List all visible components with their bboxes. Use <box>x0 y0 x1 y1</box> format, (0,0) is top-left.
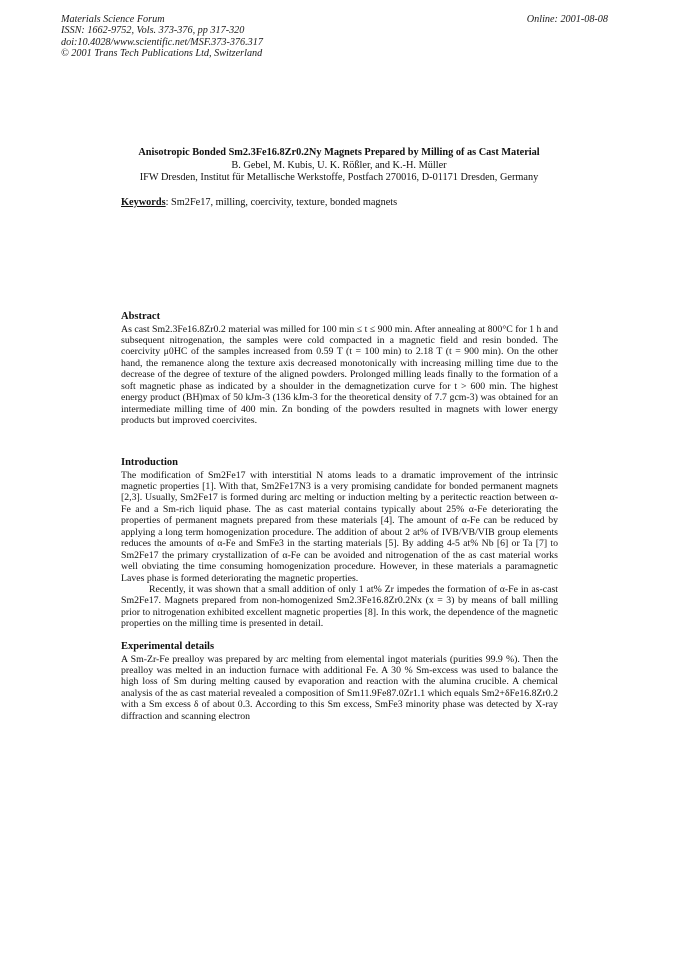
journal-name: Materials Science Forum <box>61 14 165 25</box>
keywords-text: : Sm2Fe17, milling, coercivity, texture, bonded magnets <box>165 197 398 208</box>
copyright-line: © 2001 Trans Tech Publications Ltd, Switzerland <box>61 47 263 59</box>
abstract-heading: Abstract <box>121 311 161 322</box>
introduction-section <box>121 457 558 630</box>
introduction-paragraph-1: The modification of Sm2Fe17 with interstitial N atoms leads to a dramatic improvement of the intrinsic magnetic properties [1]. With that, Sm2Fe17N3 is a very promising candidate for bonded permanent magnets [2,3]. Usually, Sm2Fe17 is formed during arc melting or induction melting by a peritectic reaction between α-Fe and a Sm-rich liquid phase. The as cast material contains typically about 25% α-Fe deteriorating the properties of permanent magnets prepared from these materials [4]. The amount of α-Fe can be reduced by applying a long term homogenization procedure. The addition of about 2 at% of IVB/VB/VIB group elements reduces the amounts of α-Fe and SmFe3 in the starting materials [5]. By adding 4-5 at% Nb [6] or Ta [7] to Sm2Fe17 the primary crystallization of α-Fe can be avoided and nitrogenation of the as cast material works well obviating the time consuming homogenization procedure. However, in these materials a paramagnetic Laves phase is formed deteriorating the magnetic properties. <box>121 469 558 584</box>
keywords-label: Keywords <box>121 197 166 208</box>
title-block <box>60 147 618 185</box>
journal-header <box>61 14 263 59</box>
authors: B. Gebel, M. Kubis, U. K. Rößler, and K.-H. Müller <box>231 159 447 171</box>
online-date: Online: 2001-08-08 <box>526 14 608 25</box>
experimental-section <box>121 641 558 722</box>
doi-link[interactable]: doi:10.4028/www.scientific.net/MSF.373-376.317 <box>61 36 263 48</box>
keywords <box>121 197 397 208</box>
abstract-text: As cast Sm2.3Fe16.8Zr0.2 material was milled for 100 min ≤ t ≤ 900 min. After annealing at 800°C for 1 h and subsequent nitrogenation, the samples were cold compacted in a magnetic field and resin bonded. The coercivity μ0HC of the samples increased from 0.59 T (t = 100 min) to 2.18 T (t = 900 min). On the other hand, the remanence along the texture axis decreased monotonically with increasing milling time due to the decrease of the degree of texture of the aligned powders. Prolonged milling leads finally to the formation of a soft magnetic phase as indicated by a shoulder in the demagnetization curve for t > 600 min. The highest energy product (BH)max of 50 kJm-3 (136 kJm-3 for the theoretical density of 7.7 gcm-3) was obtained for an intermediate milling time of 400 min. Zn bonding of the powders resulted in magnets with lower energy products but improved coercivites. <box>121 323 558 427</box>
experimental-text: A Sm-Zr-Fe prealloy was prepared by arc melting from elemental ingot materials (purities 99.9 %). Then the prealloy was melted in an induction furnace with additional Fe. A 30 % Sm-excess was used to balance the high loss of Sm during melting caused by evaporation and reaction with the alumina crucible. A chemical analysis of the as cast material revealed a composition of Sm11.9Fe87.0Zr1.1 which equals Sm2+δFe16.8Zr0.2 with a Sm excess δ of about 0.3. According to this Sm excess, SmFe3 minority phase was detected by X-ray diffraction and scanning electron <box>121 653 558 722</box>
affiliation: IFW Dresden, Institut für Metallische Werkstoffe, Postfach 270016, D-01171 Dresden, Germany <box>139 172 539 183</box>
introduction-paragraph-2: Recently, it was shown that a small addition of only 1 at% Zr impedes the formation of α-Fe in as-cast Sm2Fe17. Magnets prepared from non-homogenized Sm2.3Fe16.8Zr0.2Nx (x = 3) by means of ball milling prior to nitrogenation exhibited excellent magnetic properties [8]. In this work, the dependence of the magnetic properties on the milling time is presented in detail. <box>121 584 558 630</box>
abstract-section <box>121 311 558 427</box>
paper-title: Anisotropic Bonded Sm2.3Fe16.8Zr0.2Ny Magnets Prepared by Milling of as Cast Material <box>138 147 540 158</box>
introduction-heading: Introduction <box>121 457 178 468</box>
issn-line: ISSN: 1662-9752, Vols. 373-376, pp 317-320 <box>61 25 245 37</box>
experimental-heading: Experimental details <box>121 641 215 652</box>
